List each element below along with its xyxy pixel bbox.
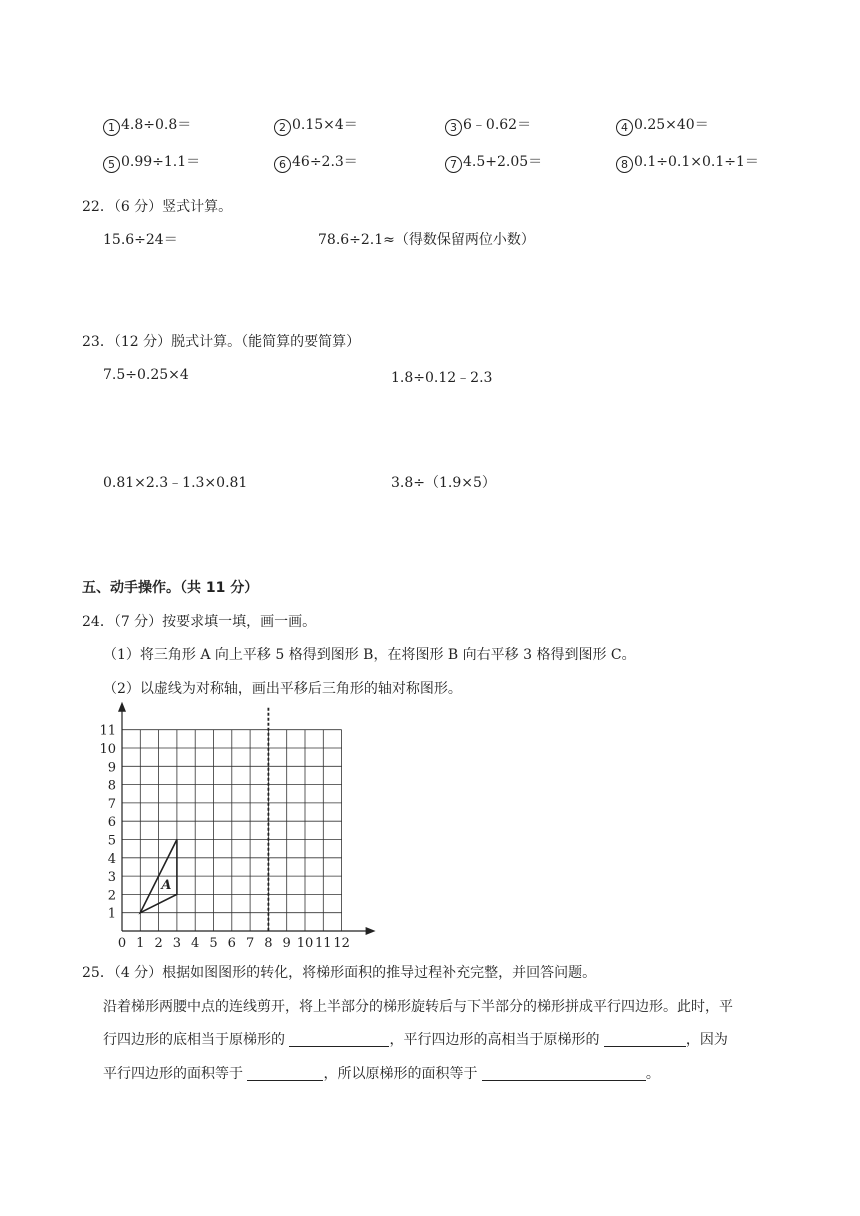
x-tick-label: 0 [117, 936, 127, 951]
section-heading: 五、动手操作。（共 11 分） [82, 580, 259, 596]
y-tick-label: 10 [99, 742, 116, 757]
expression: 4.5+2.05＝ [463, 154, 543, 170]
expression: 0.15×4＝ [292, 117, 358, 133]
q25-text: ，所以原梯形的面积等于 [323, 1066, 478, 1082]
x-tick-label: 4 [191, 936, 200, 951]
circled-number: 6 [274, 156, 291, 173]
y-tick-labels [99, 724, 116, 922]
y-tick-label: 4 [107, 851, 116, 867]
x-axis-arrow [366, 927, 376, 935]
answer-blank-parallelogram-area[interactable] [247, 1066, 323, 1081]
y-tick-label: 9 [107, 760, 116, 776]
expression: 0.25×40＝ [634, 117, 709, 133]
expression: 0.99÷1.1＝ [121, 154, 201, 170]
expression: 46÷2.3＝ [292, 154, 358, 170]
circled-number: 5 [103, 156, 120, 173]
circled-number: 2 [274, 119, 291, 136]
answer-blank-height[interactable] [604, 1032, 686, 1047]
q25-title: 25．（4 分）根据如图图形的转化，将梯形面积的推导过程补充完整，并回答问题。 [82, 965, 597, 981]
q25-line-3 [103, 1063, 660, 1083]
x-tick-label: 9 [282, 936, 291, 951]
y-tick-label: 3 [107, 870, 116, 886]
y-axis-arrow [118, 702, 126, 712]
circled-number: 1 [103, 119, 120, 136]
circled-number: 3 [445, 119, 462, 136]
q23-item-2: 1.8÷0.12﹣2.3 [391, 370, 493, 386]
q25-text: ，平行四边形的高相当于原梯形的 [389, 1032, 600, 1048]
y-tick-label: 2 [107, 888, 116, 904]
triangle-label: A [161, 877, 172, 893]
q22-item-1: 15.6÷24＝ [103, 232, 178, 248]
y-tick-label: 8 [107, 778, 116, 794]
expression: 0.1÷0.1×0.1÷1＝ [634, 154, 759, 170]
circled-number: 4 [616, 119, 633, 136]
q25-text: 。 [645, 1066, 660, 1082]
x-tick-label: 10 [296, 936, 314, 951]
circled-number: 7 [445, 156, 462, 173]
y-tick-label: 7 [107, 796, 116, 812]
x-tick-label: 12 [333, 936, 350, 951]
q25-text: 行四边形的底相当于原梯形的 [103, 1032, 285, 1048]
x-tick-labels [118, 936, 350, 951]
y-tick-label: 11 [99, 723, 116, 739]
q25-text: 平行四边形的面积等于 [103, 1066, 243, 1082]
x-tick-label: 2 [154, 936, 163, 951]
q24-sub1: （1）将三角形 A 向上平移 5 格得到图形 B，在将图形 B 向右平移 3 格得到图形 C。 [103, 647, 636, 663]
x-tick-label: 11 [315, 936, 332, 951]
expression: 4.8÷0.8＝ [121, 117, 192, 133]
y-tick-label: 1 [107, 906, 116, 922]
x-tick-label: 1 [136, 936, 145, 951]
q24-sub2: （2）以虚线为对称轴，画出平移后三角形的轴对称图形。 [103, 681, 462, 697]
q24-title: 24．（7 分）按要求填一填，画一画。 [82, 614, 317, 630]
q23-title: 23．（12 分）脱式计算。（能简算的要简算） [82, 334, 361, 350]
answer-blank-base[interactable] [289, 1032, 389, 1047]
x-tick-label: 6 [227, 936, 236, 951]
x-tick-label: 5 [209, 936, 218, 951]
x-tick-label: 3 [172, 936, 182, 951]
circled-number: 8 [616, 156, 633, 173]
q23-item-1: 7.5÷0.25×4 [103, 367, 189, 383]
grid-lines [122, 730, 342, 931]
q22-item-2: 78.6÷2.1≈（得数保留两位小数） [318, 232, 535, 248]
q22-title: 22．（6 分）竖式计算。 [82, 199, 233, 215]
q25-text: ，因为 [685, 1032, 728, 1048]
axes [118, 702, 376, 935]
q25-line-2 [103, 1029, 728, 1049]
q25-line-1: 沿着梯形两腰中点的连线剪开，将上半部分的梯形旋转后与下半部分的梯形拼成平行四边形。此时，平 [103, 999, 733, 1015]
q23-item-4: 3.8÷（1.9×5） [391, 475, 496, 491]
answer-blank-trapezoid-area[interactable] [482, 1066, 646, 1081]
x-tick-label: 7 [245, 936, 255, 951]
y-tick-label: 6 [107, 815, 116, 831]
q23-item-3: 0.81×2.3﹣1.3×0.81 [103, 475, 248, 491]
expression: 6﹣0.62＝ [463, 117, 532, 133]
x-tick-label: 8 [264, 936, 273, 951]
y-tick-label: 5 [107, 833, 116, 849]
